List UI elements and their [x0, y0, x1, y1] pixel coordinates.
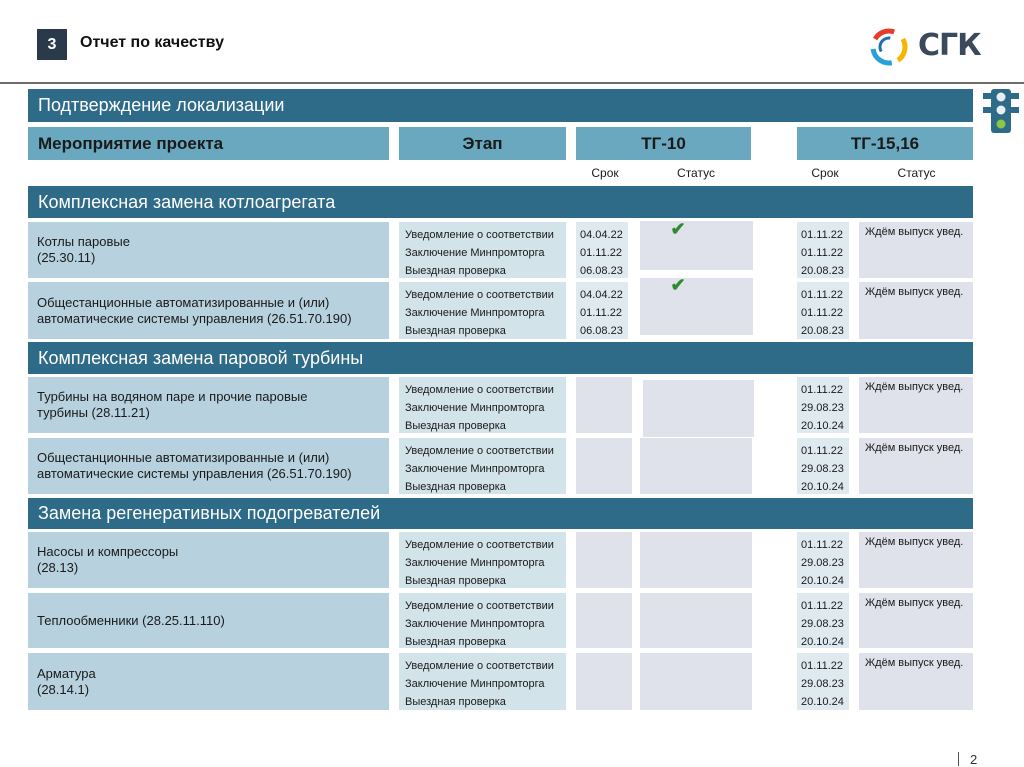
- item-code: (28.14.1): [37, 681, 90, 697]
- tg1516-status-cell: [859, 377, 973, 433]
- date-value: 20.10.24: [801, 420, 844, 432]
- stage-item: Уведомление о соответствии: [405, 229, 554, 241]
- status-text: Ждём выпуск увед.: [865, 597, 964, 609]
- tg10-date-cell-empty: [576, 593, 632, 648]
- item-code: (25.30.11): [37, 250, 96, 265]
- tg1516-deadline-label: Срок: [811, 166, 839, 180]
- status-text: Ждём выпуск увед.: [865, 536, 964, 548]
- table-row-item: [28, 377, 389, 433]
- stage-item: Выездная проверка: [405, 636, 506, 648]
- stage-item: Заключение Минпромторга: [405, 557, 545, 569]
- date-value: 20.10.24: [801, 696, 844, 708]
- stage-item: Заключение Минпромторга: [405, 618, 545, 630]
- table-row-item: [28, 282, 389, 339]
- date-value: 01.11.22: [580, 247, 623, 259]
- date-value: 01.11.22: [580, 307, 623, 319]
- tg10-dates: [576, 282, 628, 339]
- date-value: 01.11.22: [801, 229, 844, 241]
- date-value: 01.11.22: [801, 247, 844, 259]
- tg1516-dates: [797, 532, 849, 588]
- logo-text: СГК: [918, 28, 981, 63]
- tg10-status-label: Статус: [677, 166, 715, 180]
- slide-number-badge: 3: [37, 29, 67, 60]
- date-value: 29.08.23: [801, 557, 844, 569]
- tg10-date-cell-empty: [576, 653, 632, 710]
- tg10-dates: [576, 222, 628, 278]
- stage-list: [399, 282, 566, 339]
- tg10-status-cell: [640, 438, 752, 494]
- tg10-date-cell-empty: [576, 438, 632, 494]
- checkmark-icon: ✔: [670, 275, 686, 295]
- tg1516-status-cell: [859, 532, 973, 588]
- date-value: 20.10.24: [801, 481, 844, 493]
- stage-item: Уведомление о соответствии: [405, 384, 554, 396]
- tg1516-dates: [797, 593, 849, 648]
- stage-item: Выездная проверка: [405, 420, 506, 432]
- tg1516-dates: [797, 377, 849, 433]
- checkmark-icon: ✔: [670, 219, 686, 239]
- header-divider: [0, 82, 1024, 84]
- date-value: 01.11.22: [801, 384, 844, 396]
- stage-item: Заключение Минпромторга: [405, 463, 545, 475]
- page-number: 2: [970, 752, 978, 767]
- stage-item: Уведомление о соответствии: [405, 600, 554, 612]
- table-row-item: [28, 653, 389, 710]
- tg10-status-cell: [640, 221, 753, 270]
- stage-item: Заключение Минпромторга: [405, 402, 545, 414]
- tg1516-status-label: Статус: [897, 166, 936, 180]
- item-name: Общестанционные автоматизированные и (или): [37, 294, 330, 310]
- group-title-bar: Комплексная замена паровой турбины: [28, 342, 973, 374]
- date-value: 04.04.22: [580, 289, 623, 301]
- tg1516-status-cell: [859, 438, 973, 494]
- tg10-date-cell-empty: [576, 377, 632, 433]
- logo-ring-icon: [866, 24, 914, 70]
- date-value: 01.11.22: [801, 600, 844, 612]
- date-value: 20.08.23: [801, 265, 844, 277]
- slide-title: Отчет по качеству: [80, 34, 224, 51]
- stage-list: [399, 438, 566, 494]
- tg10-status-cell: [640, 653, 752, 710]
- tg1516-status-cell: [859, 653, 973, 710]
- date-value: 01.11.22: [801, 445, 844, 457]
- tg10-status-cell: [643, 380, 754, 437]
- stage-item: Уведомление о соответствии: [405, 445, 554, 457]
- group-title-bar: Замена регенеративных подогревателей: [28, 498, 973, 529]
- tg10-status-cell: [640, 593, 752, 648]
- stage-list: [399, 593, 566, 648]
- status-text: Ждём выпуск увед.: [865, 226, 964, 238]
- item-code: турбины (28.11.21): [37, 405, 150, 420]
- item-code: автоматические системы управления (26.51.70.190): [37, 310, 352, 326]
- date-value: 29.08.23: [801, 618, 844, 630]
- status-text: Ждём выпуск увед.: [865, 657, 964, 669]
- stage-item: Уведомление о соответствии: [405, 660, 554, 672]
- date-value: 01.11.22: [801, 307, 844, 319]
- stage-item: Выездная проверка: [405, 696, 506, 708]
- tg10-status-cell: [640, 275, 753, 335]
- stage-item: Заключение Минпромторга: [405, 247, 545, 259]
- item-name: Котлы паровые: [37, 234, 130, 249]
- footer-divider: [958, 752, 959, 766]
- column-header-tg1516: ТГ-15,16: [797, 127, 973, 160]
- status-text: Ждём выпуск увед.: [865, 286, 964, 298]
- date-value: 06.08.23: [580, 265, 623, 277]
- item-name: Арматура: [37, 665, 96, 681]
- column-header-stage: Этап: [399, 127, 566, 160]
- stage-item: Выездная проверка: [405, 481, 506, 493]
- table-row-item: [28, 438, 389, 494]
- item-name: Насосы и компрессоры: [37, 544, 179, 559]
- tg10-deadline-label: Срок: [591, 166, 619, 180]
- tg1516-dates: [797, 282, 849, 339]
- date-value: 20.10.24: [801, 575, 844, 587]
- date-value: 20.08.23: [801, 325, 844, 337]
- stage-list: [399, 653, 566, 710]
- item-code: автоматические системы управления (26.51.70.190): [37, 466, 352, 481]
- stage-item: Заключение Минпромторга: [405, 307, 545, 319]
- traffic-light-icon: [983, 89, 1019, 133]
- company-logo: [866, 24, 990, 70]
- tg1516-dates: [797, 222, 849, 278]
- stage-item: Выездная проверка: [405, 265, 506, 277]
- group-title-bar: Комплексная замена котлоагрегата: [28, 186, 973, 218]
- date-value: 29.08.23: [801, 678, 844, 690]
- stage-list: [399, 532, 566, 588]
- stage-item: Выездная проверка: [405, 325, 506, 337]
- item-name: Теплообменники (28.25.11.110): [37, 612, 225, 628]
- stage-item: Заключение Минпромторга: [405, 678, 545, 690]
- date-value: 06.08.23: [580, 325, 623, 337]
- date-value: 01.11.22: [801, 289, 844, 301]
- tg1516-status-cell: [859, 282, 973, 339]
- table-row-item: [28, 593, 389, 648]
- tg1516-status-cell: [859, 222, 973, 278]
- stage-item: Уведомление о соответствии: [405, 539, 554, 551]
- item-code: (28.13): [37, 560, 79, 575]
- tg1516-dates: [797, 438, 849, 494]
- stage-list: [399, 222, 566, 278]
- section-title-bar: Подтверждение локализации: [28, 89, 973, 122]
- tg1516-status-cell: [859, 593, 973, 648]
- item-name: Турбины на водяном паре и прочие паровые: [37, 389, 308, 404]
- column-header-tg10: ТГ-10: [576, 127, 751, 160]
- stage-list: [399, 377, 566, 433]
- status-text: Ждём выпуск увед.: [865, 381, 964, 393]
- date-value: 01.11.22: [801, 660, 844, 672]
- status-text: Ждём выпуск увед.: [865, 442, 964, 454]
- tg10-date-cell-empty: [576, 532, 632, 588]
- stage-item: Выездная проверка: [405, 575, 506, 587]
- stage-item: Уведомление о соответствии: [405, 289, 554, 301]
- column-header-activity: Мероприятие проекта: [28, 127, 389, 160]
- date-value: 04.04.22: [580, 229, 623, 241]
- table-row-item: [28, 222, 389, 278]
- tg10-status-cell: [640, 532, 752, 588]
- table-row-item: [28, 532, 389, 588]
- tg1516-dates: [797, 653, 849, 710]
- item-name: Общестанционные автоматизированные и (или): [37, 450, 330, 465]
- date-value: 29.08.23: [801, 463, 844, 475]
- date-value: 29.08.23: [801, 402, 844, 414]
- date-value: 20.10.24: [801, 636, 844, 648]
- date-value: 01.11.22: [801, 539, 844, 551]
